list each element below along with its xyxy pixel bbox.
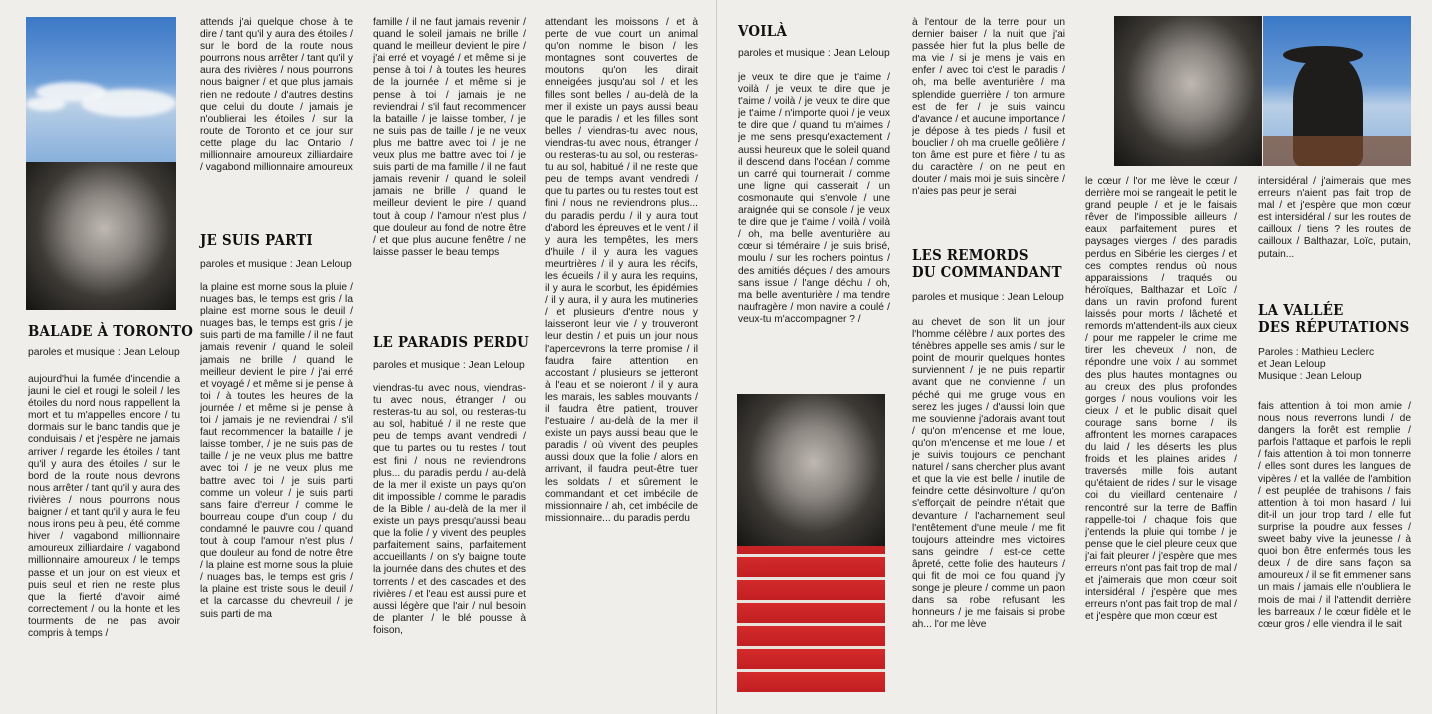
- song-title-remords: LES REMORDS DU COMMANDANT: [912, 247, 1062, 281]
- song-credit-balade: paroles et musique : Jean Leloup: [28, 347, 180, 358]
- red-brick-photo: [737, 546, 885, 692]
- song-title-vallee: LA VALLÉE DES RÉPUTATIONS: [1258, 302, 1410, 336]
- song-title-voila: VOILÀ: [738, 23, 788, 40]
- song-title-balade: BALADE À TORONTO: [28, 323, 194, 340]
- song-title-parti: JE SUIS PARTI: [200, 232, 313, 249]
- lyrics-voila-col1: je veux te dire que je t'aime / voilà / je veux te dire que je t'aime / voilà / je veux te dire que je t'aime / n'importe quoi / je veux te dire que / quand tu m'aimes / je me sens presqu'exactement / aussi heureux que le soleil quand il descend dans l'océan / comme un carré qui tournerait / comme une ligne qui casserait / un cosmonaute qui s'envole / une araignée qui se console / je veux te dire que je t'aime / voilà / voilà / oh, ma belle aventurière au cœur si téméraire / je suis brisé, moulu / sur les rochers pointus / des amitiés déçues / des amours sans issue / l'ange déchu / oh, ma belle aventurière / ma tendre naufragère / mon navire a coulé / veux-tu m'accompagner ? /: [738, 72, 890, 325]
- lyrics-remords-col2: au chevet de son lit un jour l'homme célèbre / aux portes des ténèbres appelle ses amis / sur le point de mourir quelques hontes surviennent / je ne puis repartir avant que ne convienne / un péché qui me gruge vous en serez les juges / d'aussi loin que me souvienne j'adorais avant tout / qu'on m'encense et me loue, qu'on m'encense et me loue / et je suivis toujours ce penchant naturel / sans chercher plus avant et que la vie est belle / inutile de feindre cette désinvolture / qu'on s'efforçait de peindre n'était que devanture / l'acharnement seul l'entêtement d'une meule / me fit toujours atteindre mes victoires sans geindre / est-ce cette âpreté, cette folie des hauteurs / qui fit de moi ce fou quand j'y songe je pleure / comme un paon dans sa robe refusant les honneurs / je me faisais si probe ah... l'or me lève: [912, 317, 1065, 631]
- portrait-photo-center: [737, 394, 885, 546]
- song-credit-voila: paroles et musique : Jean Leloup: [738, 48, 890, 59]
- lyrics-voila-col2: à l'entour de la terre pour un dernier baiser / la nuit que j'ai passée hier fut la plus belle de ma vie / si je mens je vais en enfer / avec toi c'est le paradis / oh, ma belle aventurière / ma splendide guerrière / ton armure est de fer / je suis vaincu d'avance / et aucune importance / je dépose à tes pieds / fusil et bouclier / oh ma cruelle geôlière / ton âme est pure et fière / tu as du caractère / on ne peut en douter / mais moi je suis sincère / n'aies pas peur je serai: [912, 17, 1065, 198]
- song-title-paradis: LE PARADIS PERDU: [373, 334, 530, 351]
- song-credit-vallee: Paroles : Mathieu Leclerc et Jean Leloup Musique : Jean Leloup: [1258, 347, 1375, 382]
- right-page: [717, 0, 1432, 714]
- portrait-photo-right: [1114, 16, 1262, 166]
- cowboy-silhouette-photo: [1263, 16, 1411, 166]
- song-credit-remords: paroles et musique : Jean Leloup: [912, 292, 1064, 303]
- sky-photo: [26, 17, 176, 162]
- lyrics-parti-col2: la plaine est morne sous la pluie / nuages bas, le temps est gris / la plaine est morne sous le deuil / nuages bas, le temps est gris / je suis parti de ma famille / il ne faut jamais revenir / quand le soleil jamais ne brille / quand le meilleur devient le pire / j'ai erré et voyagé / et même si je pense à toi / à toutes les heures de la journée / et même si je pense à toi / jamais je ne reviendrai / s'il faut recommencer la bataille / je laisse tomber, / je ne suis pas de taille / je ne veux plus me battre avec toi / je ne veux plus me battre avec toi / je suis parti comme un voleur / je suis parti sans faire d'erreur / comme le bourreau coupe d'un coup / du condamné le pauvre cou / quand tout à coup l'amour n'est plus / que douleur au fond de notre être / la plaine est morne sous la pluie / nuages bas, le temps est gris / la plaine est triste sous le deuil / et la carcasse du chevreuil / je suis parti de ma: [200, 282, 353, 620]
- lyrics-vallee-col4: fais attention à toi mon amie / nous nous reverrons lundi / de dangers la forêt est remplie / parfois l'attaque et parfois le repli / fais attention à toi mon tonnerre / elles sont dures les langues de vipères / et la vallée de l'ambition / est peuplée de trahisons / fais attention à toi mon hasard / lui dit-il un jour trop tard / elle fut surprise la poudre aux fesses / sweet baby vive la jeunesse / à quoi bon être enfermés tous les deux / de dire sans façon sa amoureux / il se fit emmener sans un mais / jamais elle n'oubliera le mois de mai / il l'attendit derrière les barreaux / le cœur fidèle et le cœur gros / elle viendra il le sait: [1258, 401, 1411, 630]
- lyrics-paradis-col4: attendant les moissons / et à perte de vue court un animal qu'on nomme le bison / les montagnes sont couvertes de moutons qu'on les dirait enneigées jusqu'au sol / et les filles sont belles / au-delà de la mer il existe un pays aussi beau que le paradis / et les filles sont belles / viendras-tu avec nous, viendras-tu avec nous, étranger / ou resteras-tu au sol, ou resteras-tu au sol, habitué / il ne reste que peu de temps avant vendredi / que tu partes ou tu restes tout est fini / nous ne reviendrons plus... du paradis perdu / il y aura tout d'abord les épreuves et le vent / il y aura les tempêtes, les mers d'huile / il y aura les vagues meurtrières / il y aura les récifs, les écueils / il y aura les requins, il y aura le scorbut, les épidémies / il y aura, il y aura les mutineries / et plusieurs d'entre nous y laisseront leur vie / y trouveront leur destin / et puis un jour nous l'apercevrons la terre promise / il faudra faire attention en accostant / plusieurs se jetteront à l'eau et se noieront / il y aura les marais, les sables mouvants / il faudra être patient, trouver l'estuaire / au-delà de la mer il existe un pays aussi beau que le paradis / où vivent des peuples aussi doux que la folie / alors en arrivant, il faudra peut-être tuer les soldats / et sûrement le commandant et cet imbécile de missionnaire / ah, cet imbécile de missionnaire... du paradis perdu: [545, 17, 698, 524]
- lyrics-balade-col2: attends j'ai quelque chose à te dire / tant qu'il y aura des étoiles / sur le bord de la route nous pourrons nous arrêter / tant qu'il y aura des rivières / nous pourrons nous baigner / et que plus jamais rien ne redoute / d'autres destins que celui du doute / jamais je n'oublierai les étoiles / sur la route de Toronto et ce jour sur cette plage du lac Ontario / millionnaire amoureux zilliardaire / vagabond millionnaire amoureux: [200, 17, 353, 174]
- lyrics-remords-col3: le cœur / l'or me lève le cœur / derrière moi se rangeait le petit le grand peuple / et je le faisais rêver de l'impossible ailleurs / eaux parfaitement pures et paysages vierges / des paradis perdus en Sibérie les cierges / et ces comptes rendus où nous apparaissions / traqués ou héroïques, Balthazar et Loïc / dans un ravin profond furent laissés pour morts / lâcheté et remords m'attendent-ils aux cieux / pour me rappeler le crime me tirer les cheveux / non, de répondre une voix / au sommet des plus hautes montagnes ou au creux des plus profondes gorges / nous voulions voir les cieux / et le public disait quel courage sans borne / ils affrontent les mornes carapaces du laid / les déserts les plus froids et les plaines arides / traversés mille fois autant qu'étaient de rides / sur le visage coi du vieillard centenaire / rencontré sur la terre de Baffin rappelle-toi / chaque fois que j'entends la pluie qui tombe / je pense que le ciel pleure ceux que j'ai fait pleurer / j'espère que mes erreurs n'ont pas fait trop de mal / et j'aimerais que mon cœur soit intersidéral / j'espère que mes erreurs n'ont pas fait trop de mal / et j'espère que mon cœur est: [1085, 176, 1237, 623]
- song-credit-paradis: paroles et musique : Jean Leloup: [373, 360, 525, 371]
- portrait-photo-left: [26, 162, 176, 310]
- song-credit-parti: paroles et musique : Jean Leloup: [200, 259, 352, 270]
- lyrics-paradis-col3: viendras-tu avec nous, viendras-tu avec nous, étranger / ou resteras-tu au sol, ou resteras-tu au sol, habitué / il ne reste que peu de temps avant vendredi / que tu partes ou tu restes / tout est fini / nous ne reviendrons plus... du paradis perdu / au-delà de la mer il existe un pays qu'on dit impossible / comme le paradis de la Bible / au-delà de la mer il existe un pays presqu'aussi beau que la folie / y vivent des peuples parfaitement sains, parfaitement accueillants / on s'y baigne toute la journée dans des chutes et des torrents / et des cascades et des rivières / et l'eau est aussi pure et aussi légère que l'air / nul besoin de planter / le blé pousse à foison,: [373, 383, 526, 636]
- lyrics-balade-col1: aujourd'hui la fumée d'incendie a jauni le ciel et rougi le soleil / les étoiles du nord nous rappellent la mort et tu m'appelles encore / tu dormais sur le banc tandis que je conduisais / et j'espère ne jamais arriver / regarde les étoiles / tant qu'il y aura des étoiles / sur le bord de la route nous devrons nous arrêter / tant qu'il y aura des rivières / nous pourrons nous baigner / et tant qu'il y aura le feu nous irons peu à peu, été comme hiver / vagabond millionnaire amoureux zilliardaire / vagabond millionnaire amoureux / le temps passe et un jour on est vieux et puis seul et rien ne reste plus que la fierté d'avoir aimé correctement / ou la honte et les tourments de ne pas avoir compris à temps /: [28, 374, 180, 639]
- lyrics-parti-col3: famille / il ne faut jamais revenir / quand le soleil jamais ne brille / quand le meilleur devient le pire / j'ai erré et voyagé / et même si je pense à toi / à toutes les heures de la journée / et même si je pense à toi / jamais je ne reviendrai / s'il faut recommencer la bataille / je laisse tomber, / je ne suis pas de taille / je ne veux plus me battre avec toi / je ne veux plus me battre avec toi / je suis parti de ma famille / il ne faut jamais revenir / quand le soleil jamais ne brille / quand le meilleur devient le pire / quand tout à coup / l'amour n'est plus / que douleur au fond de notre être / et que plus aucune fenêtre / ne laisse passer le beau temps: [373, 17, 526, 258]
- lyrics-remords-col4: intersidéral / j'aimerais que mes erreurs n'aient pas fait trop de mal / et j'espère que mon cœur est intersidéral / sur les routes de cailloux / tiens ? les routes de cailloux / Balthazar, Loïc, putain, putain...: [1258, 176, 1411, 260]
